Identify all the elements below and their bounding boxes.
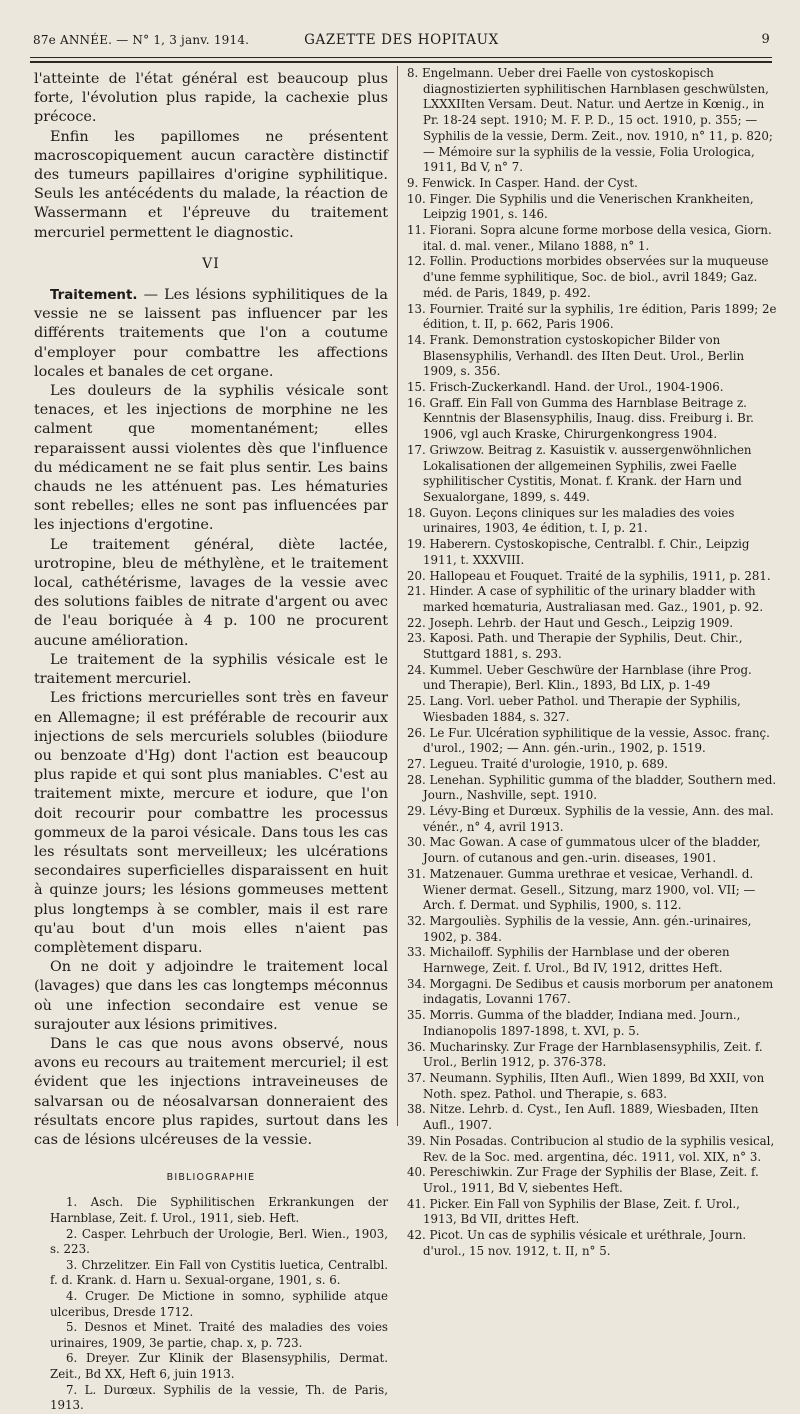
header-double-rule (30, 61, 772, 63)
paragraph: l'atteinte de l'état général est beaucoup plus forte, l'évolution plus rapide, la cachexie plus précoce. (34, 71, 388, 126)
reference-item: 13. Fournier. Traité sur la syphilis, 1re édition, Paris 1899; 2e édition, t. II, p. 662, Paris 1906. (407, 301, 777, 332)
reference-item: 6. Dreyer. Zur Klinik der Blasensyphilis, Dermat. Zeit., Bd XX, Heft 6, juin 1913. (50, 1351, 388, 1381)
reference-item: 11. Fiorani. Sopra alcune forme morbose della vesica, Giorn. ital. d. mal. vener., Milano 1888, n° 1. (407, 223, 772, 253)
reference-item: 21. Hinder. A case of syphilitic of the urinary bladder with marked hœmaturia, Australiasan med. Gaz., 1901, p. 92. (407, 584, 764, 614)
reference-item: 15. Frisch-Zuckerkandl. Hand. der Urol., 1904-1906. (407, 380, 724, 395)
header-rule (30, 57, 772, 58)
reference-item: 30. Mac Gowan. A case of gummatous ulcer of the bladder, Journ. of cutanous and gen.-urin. diseases, 1901. (407, 835, 761, 866)
reference-item: 25. Lang. Vorl. ueber Pathol. und Therapie der Syphilis, Wiesbaden 1884, s. 327. (407, 694, 741, 724)
bibliography-list-left (34, 1195, 388, 1413)
reference-item: 24. Kummel. Ueber Geschwüre der Harnblase (ihre Prog. und Therapie), Berl. Klin., 1893, Bd LIX, p. 1-49 (407, 662, 752, 693)
page-number: 9 (761, 32, 770, 47)
reference-item: 20. Hallopeau et Fouquet. Traité de la syphilis, 1911, p. 281. (407, 568, 771, 583)
reference-item: 29. Lévy-Bing et Durœux. Syphilis de la vessie, Ann. des mal. vénér., n° 4, avril 1913. (407, 804, 774, 834)
reference-item: 5. Desnos et Minet. Traité des maladies des voies urinaires, 1909, 3e partie, chap. x, p. 723. (50, 1320, 388, 1350)
reference-item: 35. Morris. Gumma of the bladder, Indiana med. Journ., Indianopolis 1897-1898, t. XVI, p. 5. (407, 1008, 741, 1038)
reference-item: 7. L. Durœux. Syphilis de la vessie, Th. de Paris, 1913. (50, 1382, 388, 1413)
paragraph: Enfin les papillomes ne présentent macroscopiquement aucun caractère distinctif des tumeurs papillaires d'origine syphilitique. Seuls les antécédents du malade, la réaction de Wassermann et l'épreuve du traitement mercuriel permettent le diagnostic. (34, 128, 388, 241)
paragraph: Les douleurs de la syphilis vésicale sont tenaces, et les injections de morphine ne les calment que momentanément; elles reparaissent aussi violentes dès que l'influence du médicament ne se fait plus sentir. Les bains chauds ne les atténuent pas. Les hématuries sont rebelles; elles ne sont pas influencées par les injections d'ergotine. (34, 383, 388, 534)
reference-item: 26. Le Fur. Ulcération syphilitique de la vessie, Assoc. franç. d'urol., 1902; — Ann. gén.-urin., 1902, p. 1519. (407, 725, 770, 756)
reference-item: 8. Engelmann. Ueber drei Faelle von cystoskopisch diagnostizierten syphilitischen Harnblasen geschwülsten, LXXXIIten Versam. Deut. Natur. und Aertze in Kœnig., in Pr. 18-24 sept. 1910; M. F. P. D., 15 oct. 1910, p. 355; — Syphilis de la vessie, Derm. Zeit., nov. 1910, n° 11, p. 820; — Mémoire sur la syphilis de la vessie, Folia Urologica, 1911, Bd V, n° 7. (407, 66, 773, 175)
reference-item: 41. Picker. Ein Fall von Syphilis der Blase, Zeit. f. Urol., 1913, Bd VII, drittes Heft. (407, 1196, 740, 1227)
reference-item: 34. Morgagni. De Sedibus et causis morborum per anatonem indagatis, Lovanni 1767. (407, 976, 774, 1007)
reference-item: 33. Michailoff. Syphilis der Harnblase und der oberen Harnwege, Zeit. f. Urol., Bd IV, 1912, drittes Heft. (407, 945, 730, 976)
reference-item: 42. Picot. Un cas de syphilis vésicale et uréthrale, Journ. d'urol., 15 nov. 1912, t. II, n° 5. (407, 1228, 747, 1258)
treatment-heading: Traitement. (50, 288, 138, 304)
bibliography-title: BIBLIOGRAPHIE (166, 1172, 256, 1184)
paragraph: Dans le cas que nous avons observé, nous avons eu recours au traitement mercuriel; il est évident que les injections intraveineuses de salvarsan ou de néosalvarsan donneraient des résultats encore plus rapides, surtout dans les cas de lésions ulcéreuses de la vessie. (34, 1035, 388, 1148)
reference-item: 36. Mucharinsky. Zur Frage der Harnblasensyphilis, Zeit. f. Urol., Berlin 1912, p. 376-378. (407, 1039, 763, 1070)
column-divider (397, 66, 398, 1126)
reference-item: 19. Haberern. Cystoskopische, Centralbl. f. Chir., Leipzig 1911, t. XXXVIII. (407, 537, 750, 567)
running-header (33, 30, 770, 52)
left-column (34, 70, 388, 1414)
reference-item: 16. Graff. Ein Fall von Gumma des Harnblase Beitrage z. Kenntnis der Blasensyphilis, Inaug. diss. Freiburg i. Br. 1906, vgl auch Kraske, Chirurgenkongress 1904. (407, 395, 754, 442)
reference-item: 39. Nin Posadas. Contribucion al studio de la syphilis vesical, Rev. de la Soc. med. argentina, déc. 1911, vol. XIX, n° 3. (407, 1133, 775, 1164)
reference-item: 18. Guyon. Leçons cliniques sur les maladies des voies urinaires, 1903, 4e édition, t. I, p. 21. (407, 505, 735, 536)
reference-item: 23. Kaposi. Path. und Therapie der Syphilis, Deut. Chir., Stuttgard 1881, s. 293. (407, 631, 743, 662)
treatment-text: — Les lésions syphilitiques de la vessie ne se laissent pas influencer par les différents traitements que l'on a coutume d'employer pour combattre les affections locales et banales de cet organe. (34, 287, 388, 380)
reference-item: 9. Fenwick. In Casper. Hand. der Cyst. (407, 175, 638, 190)
reference-item: 32. Margouliès. Syphilis de la vessie, Ann. gén.-urinaires, 1902, p. 384. (407, 913, 752, 944)
right-column (407, 66, 777, 1259)
reference-item: 40. Pereschiwkin. Zur Frage der Syphilis der Blase, Zeit. f. Urol., 1911, Bd V, siebentes Heft. (407, 1165, 759, 1195)
reference-item: 27. Legueu. Traité d'urologie, 1910, p. 689. (407, 756, 668, 771)
reference-item: 2. Casper. Lehrbuch der Urologie, Berl. Wien., 1903, s. 223. (50, 1226, 388, 1257)
reference-item: 3. Chrzelitzer. Ein Fall von Cystitis luetica, Centralbl. f. d. Krank. d. Harn u. Sexual-organe, 1901, s. 6. (50, 1257, 388, 1288)
paragraph: Le traitement de la syphilis vésicale est le traitement mercuriel. (34, 651, 388, 688)
paragraph: Les frictions mercurielles sont très en faveur en Allemagne; il est préférable de recourir aux injections de sels mercuriels solubles (biiodure ou benzoate d'Hg) dont l'action est beaucoup plus rapide et qui sont plus maniables. C'est au traitement mixte, mercure et iodure, que l'on doit recourir pour combattre les processus gommeux de la paroi vésicale. Dans tous les cas les résultats sont merveilleux; les ulcérations secondaires superficielles disparaissent en huit à quinze jours; les lésions gommeuses mettent plus longtemps à se combler, mais il est rare qu'au bout d'un mois elles n'aient pas complètement disparu. (34, 690, 388, 956)
reference-item: 37. Neumann. Syphilis, IIten Aufl., Wien 1899, Bd XXII, von Noth. spez. Pathol. und Therapie, s. 683. (407, 1071, 765, 1101)
reference-item: 17. Griwzow. Beitrag z. Kasuistik v. aussergenwöhnlichen Lokalisationen der allgemeinen Syphilis, zwei Faelle syphilitischer Cystitis, Monat. f. Krank. der Harn und Sexualorgane, 1899, s. 449. (407, 442, 752, 504)
treatment-paragraph (34, 286, 388, 382)
issue-info: 87e ANNÉE. — N° 1, 3 janv. 1914. (33, 33, 250, 47)
paragraph: Le traitement général, diète lactée, urotropine, bleu de méthylène, et le traitement local, cathétérisme, lavages de la vessie avec des solutions faibles de nitrate d'argent ou avec de l'eau boriquée à 4 p. 100 ne procurent aucune amélioration. (34, 536, 388, 649)
reference-item: 4. Cruger. De Mictione in somno, syphilide atque ulceribus, Dresde 1712. (50, 1288, 388, 1319)
reference-item: 22. Joseph. Lehrb. der Haut und Gesch., Leipzig 1909. (407, 615, 734, 630)
journal-title: GAZETTE DES HOPITAUX (304, 32, 499, 48)
reference-item: 14. Frank. Demonstration cystoskopicher Bilder von Blasensyphilis, Verhandl. des IIten Deut. Urol., Berlin 1909, s. 356. (407, 332, 745, 379)
paragraph: On ne doit y adjoindre le traitement local (lavages) que dans les cas longtemps méconnus où une infection secondaire est venue se surajouter aux lésions primitives. (34, 959, 388, 1033)
reference-item: 28. Lenehan. Syphilitic gumma of the bladder, Southern med. Journ., Nashville, sept. 1910. (407, 772, 777, 803)
reference-item: 10. Finger. Die Syphilis und die Venerischen Krankheiten, Leipzig 1901, s. 146. (407, 191, 754, 222)
reference-item: 12. Follin. Productions morbides observées sur la muqueuse d'une femme syphilitique, Soc. de biol., avril 1849; Gaz. méd. de Paris, 1849, p. 492. (407, 254, 769, 300)
section-number: VI (202, 255, 220, 272)
reference-item: 1. Asch. Die Syphilitischen Erkrankungen der Harnblase, Zeit. f. Urol., 1911, sieb. Heft. (50, 1195, 388, 1225)
reference-item: 31. Matzenauer. Gumma urethrae et vesicae, Verhandl. d. Wiener dermat. Gesell., Sitzung, marz 1900, vol. VII; — Arch. f. Dermat. und Syphilis, 1900, s. 112. (407, 866, 756, 913)
reference-item: 38. Nitze. Lehrb. d. Cyst., Ien Aufl. 1889, Wiesbaden, IIten Aufl., 1907. (407, 1102, 759, 1133)
